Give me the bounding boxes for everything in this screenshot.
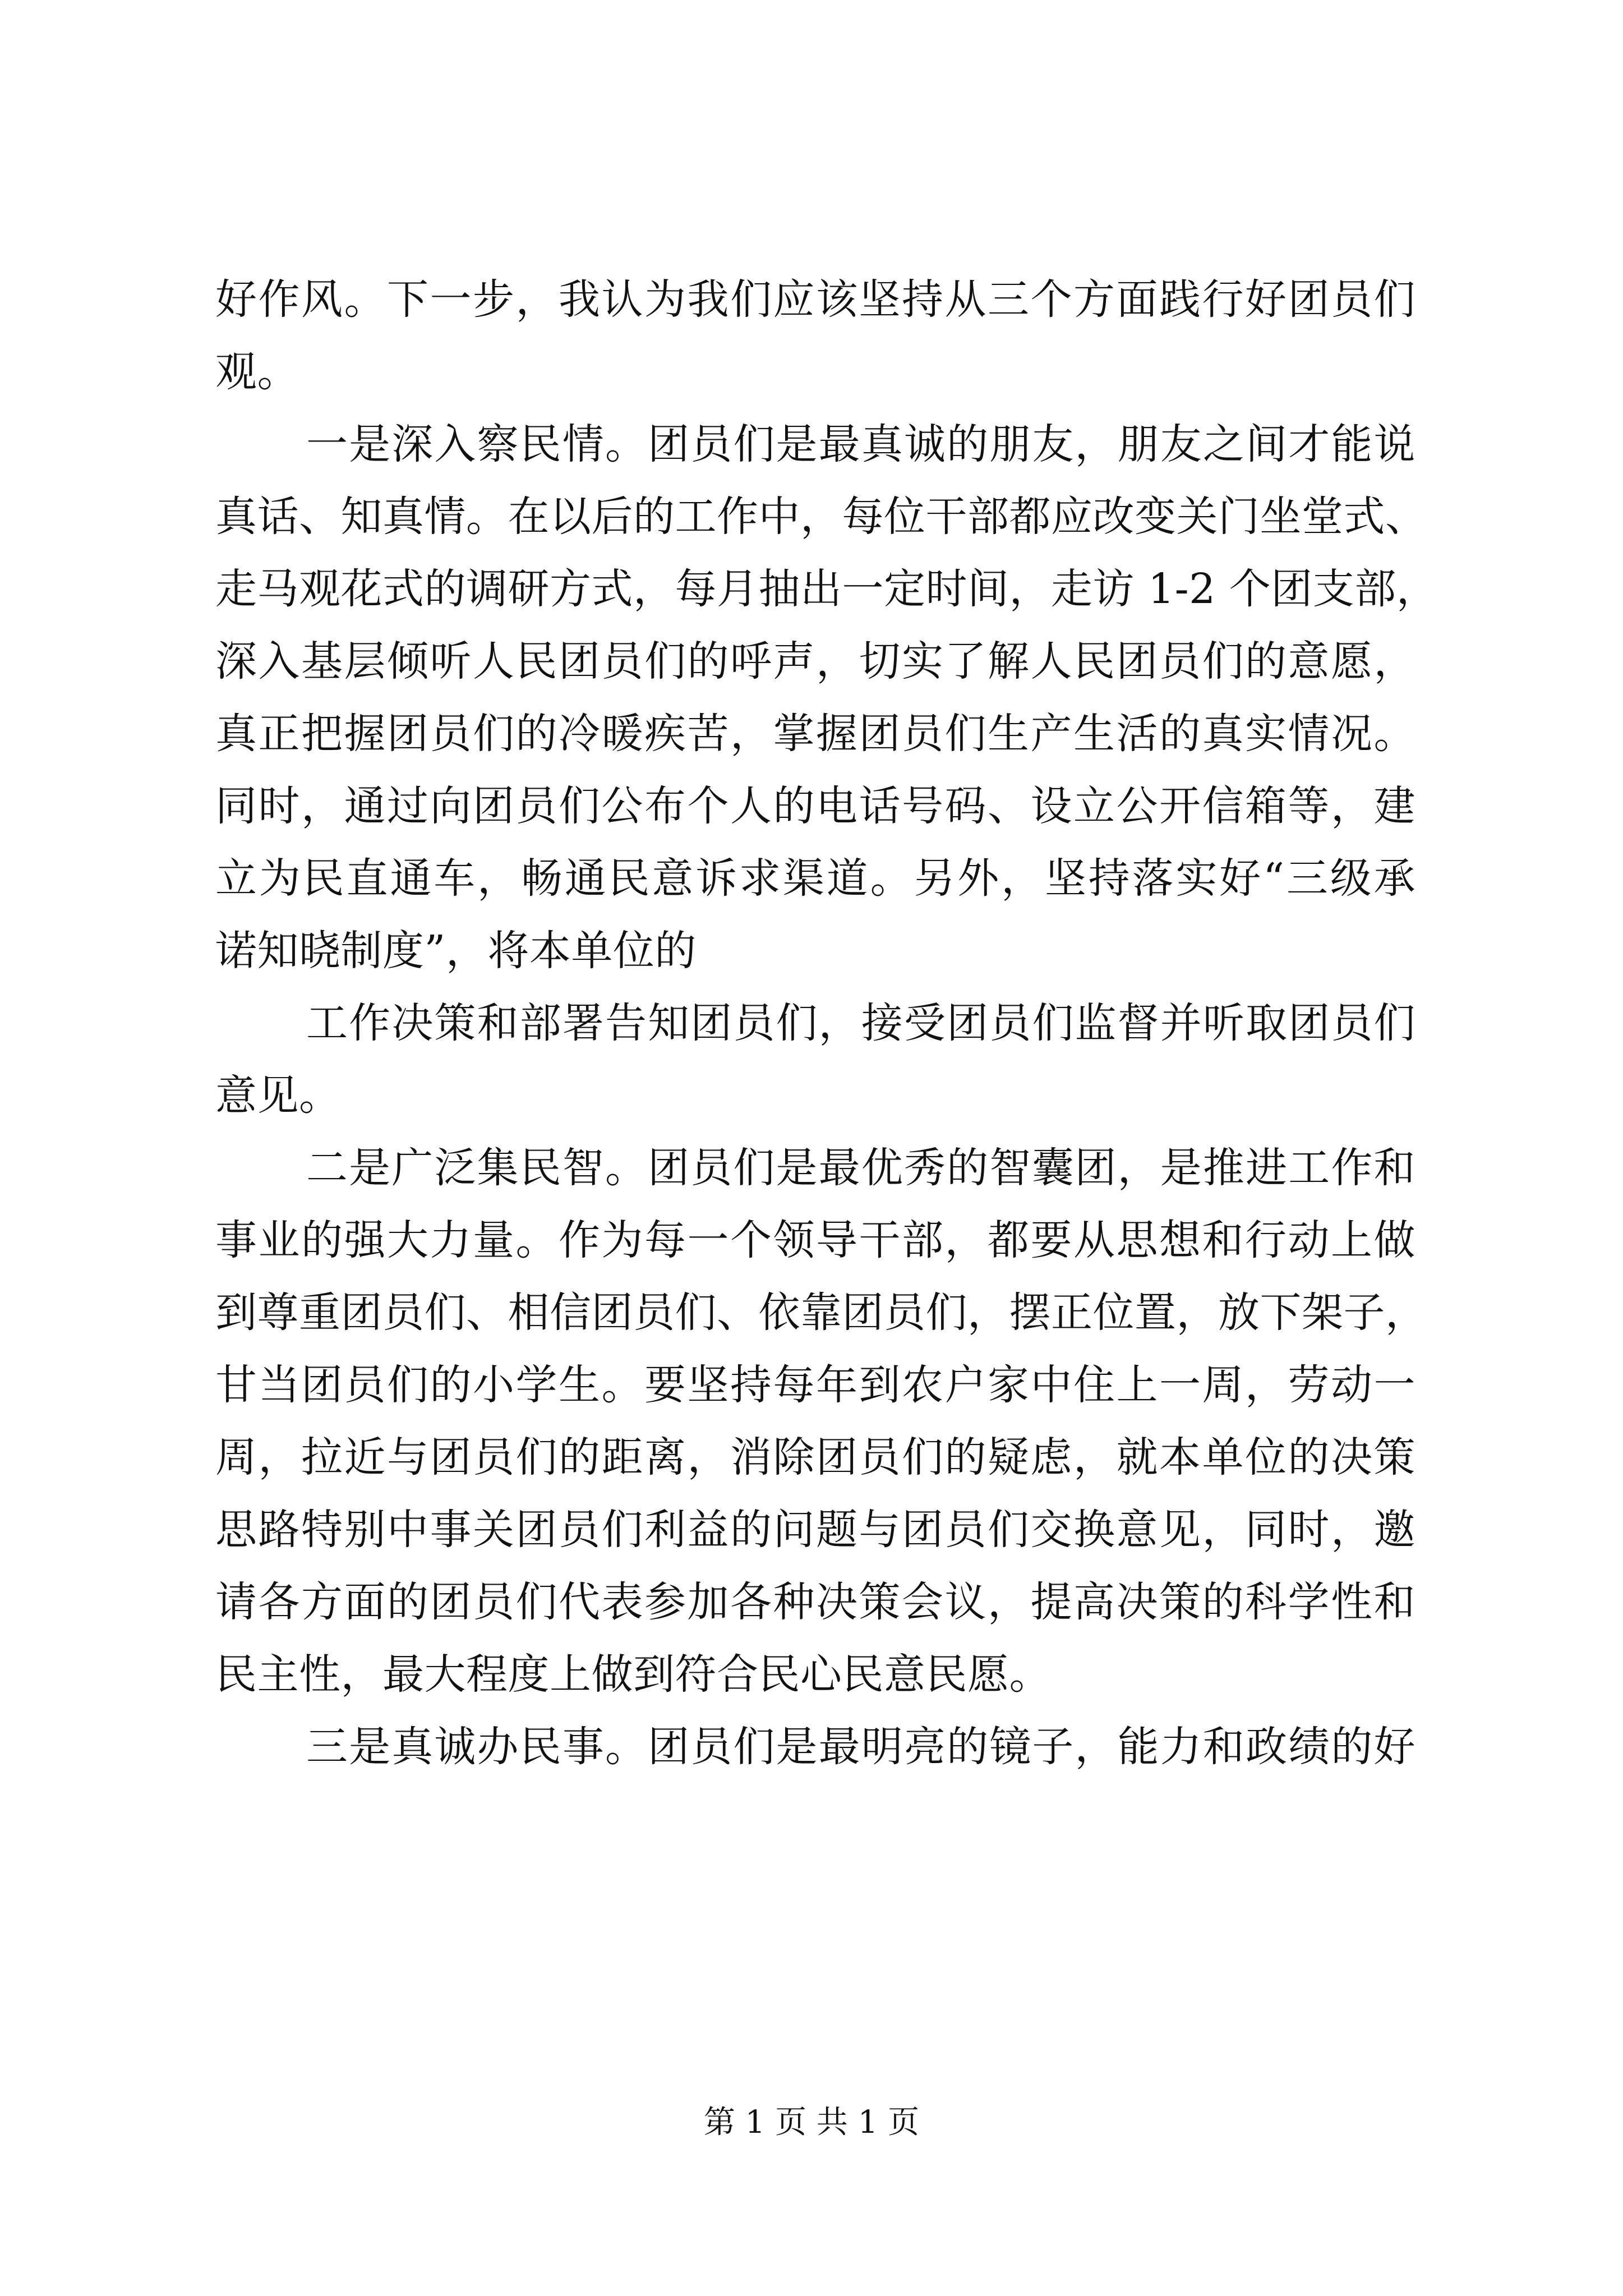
text-line: 思路特别中事关团员们利益的问题与团员们交换意见，同时，邀	[215, 1506, 1415, 1554]
text-line: 观。	[215, 348, 299, 396]
text-line: 意见。	[215, 1071, 341, 1120]
page-footer: 第 1 页 共 1 页	[703, 2104, 920, 2141]
text-line: 同时，通过向团员们公布个人的电话号码、设立公开信箱等，建	[215, 782, 1415, 830]
text-line: 立为民直通车，畅通民意诉求渠道。另外，坚持落实好“三级承	[215, 854, 1415, 903]
paragraph-first-line: 三是真诚办民事。团员们是最明亮的镜子，能力和政绩的好	[306, 1723, 1415, 1771]
text-line: 民主性，最大程度上做到符合民心民意民愿。	[215, 1650, 1051, 1699]
text-line: 走马观花式的调研方式，每月抽出一定时间，走访 1-2 个团支部，	[215, 565, 1438, 613]
text-line: 请各方面的团员们代表参加各种决策会议，提高决策的科学性和	[215, 1578, 1415, 1626]
text-line: 事业的强大力量。作为每一个领导干部，都要从思想和行动上做	[215, 1216, 1415, 1264]
paragraph-first-line: 二是广泛集民智。团员们是最优秀的智囊团，是推进工作和	[306, 1144, 1415, 1192]
text-line: 诺知晓制度”，将本单位的	[215, 927, 697, 975]
paragraph-first-line: 一是深入察民情。团员们是最真诚的朋友，朋友之间才能说	[306, 420, 1415, 468]
text-line: 真正把握团员们的冷暖疾苦，掌握团员们生产生活的真实情况。	[215, 710, 1415, 758]
text-line: 到尊重团员们、相信团员们、依靠团员们，摆正位置，放下架子，	[215, 1289, 1427, 1337]
text-line: 深入基层倾听人民团员们的呼声，切实了解人民团员们的意愿，	[215, 637, 1415, 685]
text-line: 真话、知真情。在以后的工作中，每位干部都应改变关门坐堂式、	[215, 493, 1427, 541]
text-line: 好作风。下一步，我认为我们应该坚持从三个方面践行好团员们	[215, 275, 1415, 324]
document-body	[215, 264, 1438, 1783]
text-line: 甘当团员们的小学生。要坚持每年到农户家中住上一周，劳动一	[215, 1361, 1415, 1409]
text-line: 周，拉近与团员们的距离，消除团员们的疑虑，就本单位的决策	[215, 1433, 1415, 1481]
paragraph-first-line: 工作决策和部署告知团员们，接受团员们监督并听取团员们	[306, 999, 1415, 1047]
